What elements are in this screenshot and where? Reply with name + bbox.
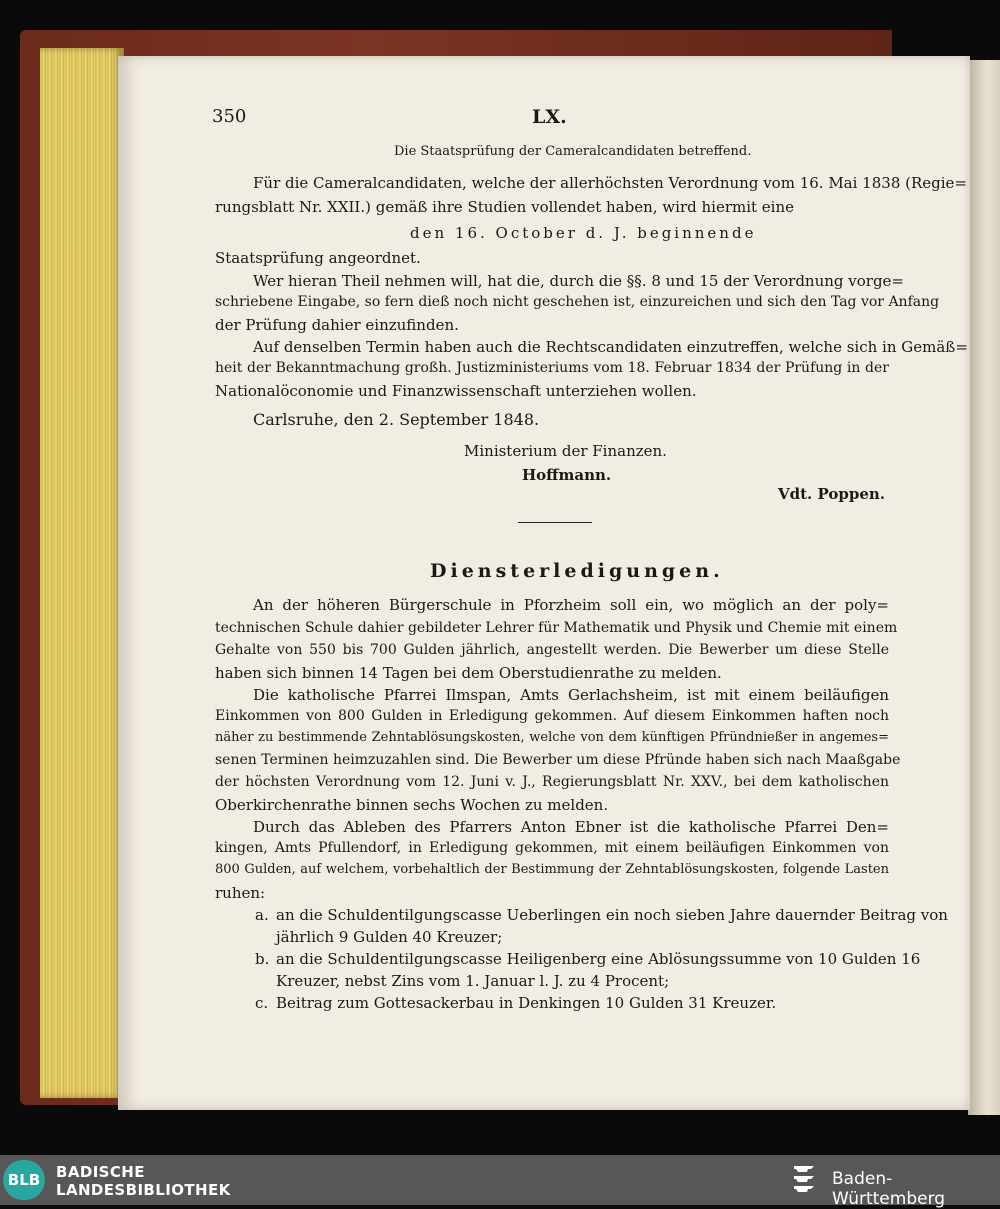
facing-page-edge	[968, 60, 1000, 1115]
list-item-line: Beitrag zum Gottesackerbau in Denkingen 10 Gulden 31 Kreuzer.	[276, 994, 777, 1012]
text-line: Auf denselben Termin haben auch die Rechtscandidaten einzutreffen, welche sich in Gemäß=	[253, 338, 968, 356]
text-line: der höchsten Verordnung vom 12. Juni v. J., Regierungsblatt Nr. XXV., bei dem katholischen	[215, 774, 889, 790]
partner-name: Baden-Württemberg	[832, 1169, 946, 1209]
list-marker: a.	[255, 906, 269, 924]
ministry-name: Ministerium der Finanzen.	[464, 442, 667, 460]
text-line: rungsblatt Nr. XXII.) gemäß ihre Studien vollendet haben, wird hiermit eine	[215, 198, 795, 216]
notice-heading: Die Staatsprüfung der Cameralcandidaten betreffend.	[394, 144, 752, 159]
text-line: ruhen:	[215, 884, 266, 902]
text-line: Wer hieran Theil nehmen will, hat die, durch die §§. 8 und 15 der Verordnung vorge=	[253, 272, 904, 290]
blb-logo[interactable]	[3, 1160, 45, 1200]
section-title: Diensterledigungen.	[430, 560, 724, 582]
library-name-line1: BADISCHE	[56, 1163, 145, 1181]
text-line: näher zu bestimmende Zehntablösungskosten, welche von dem künftigen Pfründnießer in angemes=	[215, 730, 889, 745]
divider-rule	[518, 522, 592, 523]
list-marker: b.	[255, 950, 270, 968]
text-line: haben sich binnen 14 Tagen bei dem Oberstudienrathe zu melden.	[215, 664, 722, 682]
text-line: Einkommen von 800 Gulden in Erledigung gekommen. Auf diesem Einkommen haften noch	[215, 708, 889, 724]
section-number: LX.	[532, 106, 567, 128]
text-line: An der höheren Bürgerschule in Pforzheim soll ein, wo möglich an der poly=	[253, 596, 889, 614]
text-line: der Prüfung dahier einzufinden.	[215, 316, 459, 334]
viewer-footer	[0, 1155, 1000, 1209]
text-line: Staatsprüfung angeordnet.	[215, 249, 421, 267]
book-page	[118, 56, 970, 1110]
countersign: Vdt. Poppen.	[778, 485, 886, 503]
list-marker: c.	[255, 994, 269, 1012]
text-line: Für die Cameralcandidaten, welche der allerhöchsten Verordnung vom 16. Mai 1838 (Regie=	[253, 174, 967, 192]
text-line: Nationalöconomie und Finanzwissenschaft unterziehen wollen.	[215, 382, 697, 400]
page-number: 350	[212, 106, 247, 127]
list-item-line: an die Schuldentilgungscasse Ueberlingen ein noch sieben Jahre dauernder Beitrag von	[276, 906, 948, 924]
list-item-line: jährlich 9 Gulden 40 Kreuzer;	[276, 928, 503, 946]
library-name-line2: LANDESBIBLIOTHEK	[56, 1181, 231, 1199]
date-line-spaced: den 16. October d. J. beginnende	[410, 224, 757, 242]
text-line: Die katholische Pfarrei Ilmspan, Amts Gerlachsheim, ist mit einem beiläufigen	[253, 686, 889, 704]
blb-logo-text: BLB	[7, 1171, 41, 1189]
text-line: kingen, Amts Pfullendorf, in Erledigung gekommen, mit einem beiläufigen Einkommen von	[215, 840, 889, 856]
text-line: Durch das Ableben des Pfarrers Anton Ebner ist die katholische Pfarrei Den=	[253, 818, 889, 836]
text-line: Oberkirchenrathe binnen sechs Wochen zu melden.	[215, 796, 609, 814]
list-item-line: Kreuzer, nebst Zins vom 1. Januar l. J. zu 4 Procent;	[276, 972, 670, 990]
signer-name: Hoffmann.	[522, 466, 612, 484]
page-edges	[40, 48, 124, 1098]
lions-crest-icon	[790, 1162, 820, 1198]
text-line: heit der Bekanntmachung großh. Justizministeriums vom 18. Februar 1834 der Prüfung in der	[215, 360, 889, 376]
text-line: 800 Gulden, auf welchem, vorbehaltlich der Bestimmung der Zehntablösungskosten, folgende Lasten	[215, 862, 889, 877]
text-line: senen Terminen heimzuzahlen sind. Die Bewerber um diese Pfründe haben sich nach Maaßgabe	[215, 752, 901, 768]
text-line: Gehalte von 550 bis 700 Gulden jährlich, angestellt werden. Die Bewerber um diese Stelle	[215, 642, 889, 658]
place-date: Carlsruhe, den 2. September 1848.	[253, 410, 540, 429]
text-line: schriebene Eingabe, so fern dieß noch nicht geschehen ist, einzureichen und sich den Tag vor Anfang	[215, 294, 940, 310]
text-line: technischen Schule dahier gebildeter Lehrer für Mathematik und Physik und Chemie mit einem	[215, 620, 898, 636]
list-item-line: an die Schuldentilgungscasse Heiligenberg eine Ablösungssumme von 10 Gulden 16	[276, 950, 921, 968]
